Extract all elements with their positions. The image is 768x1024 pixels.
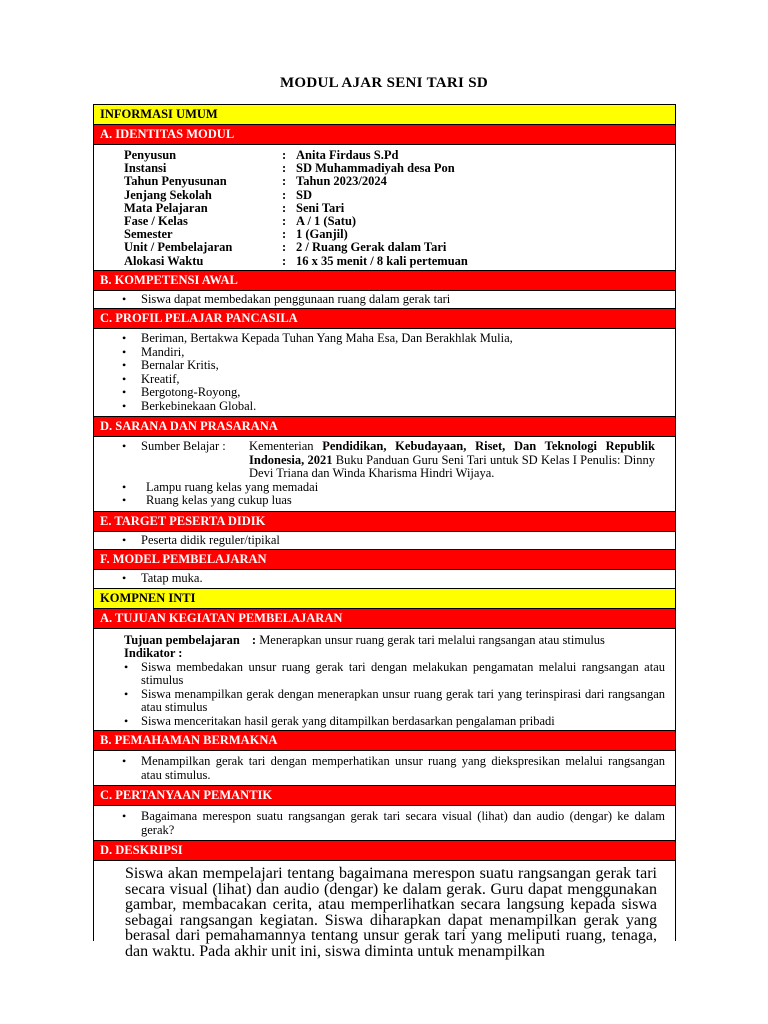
pemahaman-list xyxy=(94,755,675,782)
pemahaman-section xyxy=(94,751,675,786)
identitas-row xyxy=(124,175,675,188)
identitas-row xyxy=(124,241,675,254)
sarana-section xyxy=(94,437,675,512)
list-item: • Tatap muka. xyxy=(94,572,675,586)
pertanyaan-list xyxy=(94,810,675,837)
list-item: • Bagaimana merespon suatu rangsangan gerak tari secara visual (lihat) dan audio (dengar) ke dalam gerak? xyxy=(94,810,675,837)
profil-list xyxy=(94,332,675,413)
identitas-value: SD xyxy=(296,187,312,202)
sarana-header: D. SARANA DAN PRASARANA xyxy=(94,417,675,437)
indikator-list xyxy=(124,661,665,729)
sumber-post: Buku Panduan Guru Seni Tari untuk SD Kelas I Penulis: Dinny Devi Triana dan Winda Kharisma Hindri Wijaya. xyxy=(249,452,655,481)
sumber-belajar-row xyxy=(141,440,665,481)
pertanyaan-section xyxy=(94,806,675,841)
identitas-label: Penyusun xyxy=(124,148,177,162)
sumber-pre: Kementerian xyxy=(249,439,323,454)
list-item xyxy=(94,440,675,481)
identitas-row xyxy=(124,255,675,268)
identitas-colon: : xyxy=(282,174,287,189)
list-item: • Siswa menampilkan gerak dengan menerapkan unsur ruang gerak tari yang terinspirasi dari rangsangan atau stimulus xyxy=(124,688,665,715)
identitas-label: Unit / Pembelajaran xyxy=(124,240,233,255)
identitas-section xyxy=(94,145,675,271)
list-item: • Siswa dapat membedakan penggunaan ruang dalam gerak tari xyxy=(94,293,675,307)
informasi-umum-header: INFORMASI UMUM xyxy=(94,105,675,125)
pemahaman-header: B. PEMAHAMAN BERMAKNA xyxy=(94,731,675,751)
identitas-colon: : xyxy=(282,200,287,215)
identitas-label: Mata Pelajaran xyxy=(124,200,208,215)
module-table xyxy=(93,104,676,960)
model-header: F. MODEL PEMBELAJARAN xyxy=(94,550,675,570)
identitas-colon: : xyxy=(282,227,287,242)
kompetensi-section xyxy=(94,291,675,310)
list-item: • Mandiri, xyxy=(94,346,675,360)
list-item: • Peserta didik reguler/tipikal xyxy=(94,534,675,548)
identitas-row xyxy=(124,202,675,215)
list-item: • Bernalar Kritis, xyxy=(94,359,675,373)
tujuan-section xyxy=(94,629,675,732)
identitas-row xyxy=(124,189,675,202)
identitas-value: Tahun 2023/2024 xyxy=(296,174,387,189)
profil-header: C. PROFIL PELAJAR PANCASILA xyxy=(94,309,675,329)
tujuan-value: Menerapkan unsur ruang gerak tari melalui rangsangan atau stimulus xyxy=(259,632,605,647)
deskripsi-header: D. DESKRIPSI xyxy=(94,841,675,861)
target-list xyxy=(94,534,675,548)
target-section xyxy=(94,532,675,551)
profil-section xyxy=(94,329,675,417)
list-item: • Beriman, Bertakwa Kepada Tuhan Yang Maha Esa, Dan Berakhlak Mulia, xyxy=(94,332,675,346)
identitas-colon: : xyxy=(282,161,287,176)
sarana-list xyxy=(94,440,675,508)
identitas-colon: : xyxy=(282,253,287,268)
deskripsi-text: Siswa akan mempelajari tentang bagaimana merespon suatu rangsangan gerak tari secara visual (lihat) dan audio (dengar) ke dalam gerak. Guru dapat menggunakan gambar, membacakan cerita, atau memperlihatkan secara langsung kepada siswa sebagai rangsangan kegiatan. Siswa diharapkan dapat menampilkan gerak yang berasal dari pemahamannya tentang unsur gerak tari yang meliputi ruang, tenaga, dan waktu. Pada akhir unit ini, siswa diminta untuk menampilkan xyxy=(125,865,657,960)
list-item: • Lampu ruang kelas yang memadai xyxy=(94,481,675,495)
identitas-colon: : xyxy=(282,187,287,202)
page-title: MODUL AJAR SENI TARI SD xyxy=(279,75,489,91)
identitas-value: A / 1 (Satu) xyxy=(296,213,357,228)
kompetensi-header: B. KOMPETENSI AWAL xyxy=(94,271,675,291)
identitas-label: Instansi xyxy=(124,161,167,176)
indikator-label: Indikator : xyxy=(124,646,183,661)
identitas-header: A. IDENTITAS MODUL xyxy=(94,125,675,145)
identitas-label: Alokasi Waktu xyxy=(124,253,204,268)
identitas-label: Jenjang Sekolah xyxy=(124,187,212,202)
list-item: • Kreatif, xyxy=(94,373,675,387)
model-list xyxy=(94,572,675,586)
tujuan-header: A. TUJUAN KEGIATAN PEMBELAJARAN xyxy=(94,609,675,629)
model-section xyxy=(94,570,675,589)
identitas-label: Fase / Kelas xyxy=(124,213,188,228)
identitas-colon: : xyxy=(282,240,287,255)
target-header: E. TARGET PESERTA DIDIK xyxy=(94,512,675,532)
identitas-label: Semester xyxy=(124,227,173,242)
list-item: • Berkebinekaan Global. xyxy=(94,400,675,414)
tujuan-line xyxy=(124,634,665,648)
identitas-value: Seni Tari xyxy=(296,200,345,215)
identitas-value: Anita Firdaus S.Pd xyxy=(296,148,399,162)
list-item: • Siswa membedakan unsur ruang gerak tari dengan melakukan pengamatan melalui rangsangan atau stimulus xyxy=(124,661,665,688)
sumber-belajar-text xyxy=(249,440,655,481)
identitas-value: SD Muhammadiyah desa Pon xyxy=(296,161,455,176)
identitas-grid xyxy=(94,145,675,270)
identitas-value: 16 x 35 menit / 8 kali pertemuan xyxy=(296,253,468,268)
identitas-value: 1 (Ganjil) xyxy=(296,227,348,242)
sumber-bold: Pendidikan, Kebudayaan, Riset, Dan Teknologi Republik Indonesia, 2021 xyxy=(249,439,655,467)
identitas-label: Tahun Penyusunan xyxy=(124,174,227,189)
list-item: • Bergotong-Royong, xyxy=(94,386,675,400)
sumber-belajar-label: • Sumber Belajar : xyxy=(141,439,226,454)
list-item: • Siswa menceritakan hasil gerak yang ditampilkan berdasarkan pengalaman pribadi xyxy=(124,715,665,729)
tujuan-label: Tujuan pembelajaran xyxy=(124,632,240,647)
identitas-colon: : xyxy=(282,148,287,162)
kompnen-inti-header: KOMPNEN INTI xyxy=(94,589,675,609)
identitas-value: 2 / Ruang Gerak dalam Tari xyxy=(296,240,447,255)
kompetensi-list xyxy=(94,293,675,307)
pertanyaan-header: C. PERTANYAAN PEMANTIK xyxy=(94,786,675,806)
identitas-row xyxy=(124,215,675,228)
list-item: • Ruang kelas yang cukup luas xyxy=(94,494,675,508)
list-item: • Menampilkan gerak tari dengan memperhatikan unsur ruang yang diekspresikan melalui rangsangan atau stimulus. xyxy=(94,755,675,782)
identitas-colon: : xyxy=(282,213,287,228)
tujuan-colon: : xyxy=(251,632,257,647)
